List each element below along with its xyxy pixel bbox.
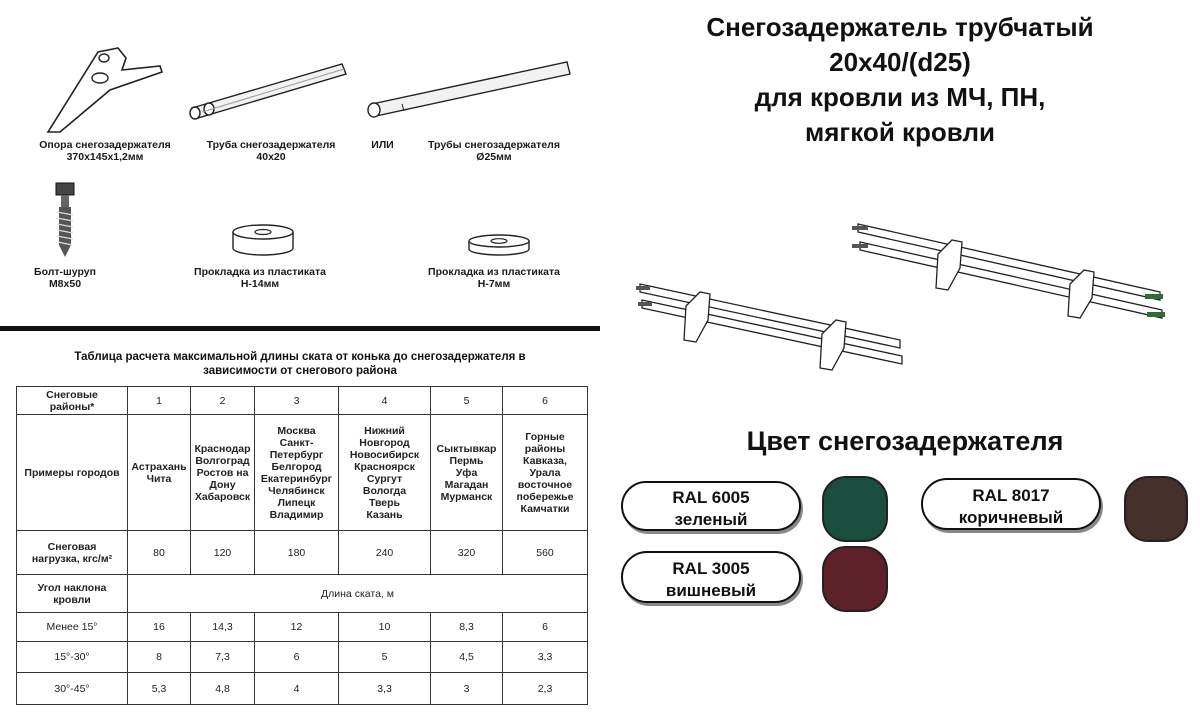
component-bolt-label [20, 266, 110, 290]
load-header-cell [17, 531, 128, 575]
angle-cell: 15°-30° [17, 642, 128, 673]
profile-pipe-illustration [182, 52, 352, 122]
gasket-7mm-illustration [464, 232, 534, 258]
color-swatch-brown[interactable] [1124, 476, 1188, 542]
city: Ростов на [196, 466, 249, 479]
angle-cell: Менее 15° [17, 613, 128, 642]
value-cell: 3,3 [339, 673, 431, 705]
city: Нижний [364, 424, 405, 437]
component-gasket-14-label [180, 266, 340, 290]
component-pipe-label [196, 139, 346, 163]
city: Хабаровск [194, 490, 251, 503]
color-code: RAL 3005 [672, 559, 750, 578]
product-title-line: мягкой кровли [805, 117, 995, 147]
city: Петербург [269, 448, 324, 461]
product-title [650, 10, 1150, 150]
table-row [17, 642, 588, 673]
header-line: кровли [53, 593, 91, 606]
city: Горные [525, 430, 565, 443]
component-size: Ø25мм [476, 151, 512, 163]
product-title-line: Снегозадержатель трубчатый [706, 12, 1094, 42]
component-name: Прокладка из пластиката [428, 266, 560, 278]
cities-cell [128, 415, 191, 531]
component-size: 370x145x1,2мм [66, 151, 144, 163]
round-pipe-illustration [362, 52, 577, 122]
table-row [17, 673, 588, 705]
value-cell: 8,3 [431, 613, 503, 642]
color-name: коричневый [958, 508, 1064, 527]
city: Владимир [269, 508, 324, 521]
component-size: Н-14мм [240, 278, 280, 290]
header-line: Снеговая [47, 540, 97, 553]
city: Мурманск [440, 490, 493, 503]
load-cell: 320 [431, 531, 503, 575]
table-title-line: зависимости от снегового района [203, 365, 397, 377]
color-option-ral3005[interactable] [621, 551, 801, 603]
city: Казань [366, 508, 403, 521]
header-line: нагрузка, кгс/м² [31, 552, 113, 565]
colors-title: Цвет снегозадержателя [746, 426, 1064, 456]
cities-header-cell: Примеры городов [17, 415, 128, 531]
component-name: Болт-шуруп [34, 266, 96, 278]
city: Вологда [362, 484, 407, 497]
city: Магадан [444, 478, 489, 491]
table-title [14, 350, 586, 378]
header-line: районы* [49, 400, 95, 413]
city: Новосибирск [349, 448, 420, 461]
component-size: М8х50 [48, 278, 82, 290]
city: Краснодар [194, 442, 251, 455]
city: Санкт- [279, 436, 314, 449]
cities-cell [339, 415, 431, 531]
city: районы [524, 442, 566, 455]
value-cell: 10 [339, 613, 431, 642]
value-cell: 14,3 [191, 613, 255, 642]
city: Новгород [359, 436, 410, 449]
component-name: Трубы снегозадержателя [428, 139, 560, 151]
value-cell: 4,8 [191, 673, 255, 705]
component-round-pipe-label [414, 139, 574, 163]
load-cell: 240 [339, 531, 431, 575]
city: Камчатки [520, 502, 570, 515]
value-cell: 6 [255, 642, 339, 673]
component-name: Прокладка из пластиката [194, 266, 326, 278]
cities-cell [431, 415, 503, 531]
component-name: Опора снегозадержателя [39, 139, 171, 151]
table-row [17, 387, 588, 415]
city: Чита [146, 472, 172, 485]
city: Сургут [366, 472, 403, 485]
region-cell: 6 [503, 387, 588, 415]
angle-header-cell [17, 575, 128, 613]
component-size: Н-7мм [477, 278, 511, 290]
table-row [17, 531, 588, 575]
cities-cell [191, 415, 255, 531]
color-code: RAL 8017 [972, 486, 1050, 505]
value-cell: 7,3 [191, 642, 255, 673]
table-row [17, 613, 588, 642]
table-title-line: Таблица расчета максимальной длины ската от конька до снегозадержателя в [74, 351, 526, 363]
region-cell: 3 [255, 387, 339, 415]
value-cell: 3 [431, 673, 503, 705]
city: Уфа [455, 466, 478, 479]
section-divider [0, 326, 600, 331]
city: Астрахань [131, 460, 187, 473]
city: Екатеринбург [260, 472, 333, 485]
value-cell: 2,3 [503, 673, 588, 705]
region-cell: 5 [431, 387, 503, 415]
snow-guard-assembly-illustration [630, 210, 1175, 380]
city: Тверь [368, 496, 401, 509]
table-row [17, 415, 588, 531]
gasket-14mm-illustration [228, 222, 298, 258]
value-cell: 3,3 [503, 642, 588, 673]
city: Кавказа, [523, 454, 567, 467]
city: Липецк [277, 496, 316, 509]
color-code: RAL 6005 [672, 488, 750, 507]
color-swatch-green[interactable] [822, 476, 888, 542]
city: восточное [517, 478, 573, 491]
color-option-ral8017[interactable] [921, 478, 1101, 530]
city: Москва [277, 424, 316, 437]
city: Белгород [271, 460, 322, 473]
city: Челябинск [268, 484, 325, 497]
cities-cell [503, 415, 588, 531]
region-cell: 4 [339, 387, 431, 415]
bolt-screw-illustration [50, 180, 80, 260]
product-title-line: 20х40/(d25) [829, 47, 971, 77]
component-size: 40x20 [256, 151, 286, 163]
value-cell: 12 [255, 613, 339, 642]
header-line: Угол наклона [37, 581, 107, 594]
city: Пермь [449, 454, 484, 467]
city: Красноярск [354, 460, 415, 473]
region-cell: 2 [191, 387, 255, 415]
component-gasket-7-label [414, 266, 574, 290]
value-cell: 6 [503, 613, 588, 642]
or-label: ИЛИ [371, 139, 394, 151]
length-label-cell: Длина ската, м [128, 575, 588, 613]
load-cell: 180 [255, 531, 339, 575]
city: Волгоград [195, 454, 250, 467]
angle-cell: 30°-45° [17, 673, 128, 705]
color-name: зеленый [674, 510, 748, 529]
component-support-label [30, 139, 180, 163]
city: Урала [529, 466, 561, 479]
color-option-ral6005[interactable] [621, 481, 801, 531]
load-cell: 560 [503, 531, 588, 575]
city: Дону [209, 478, 236, 491]
color-name: вишневый [665, 581, 757, 600]
load-cell: 120 [191, 531, 255, 575]
support-bracket-illustration [40, 40, 180, 135]
city: Сыктывкар [436, 442, 497, 455]
value-cell: 5 [339, 642, 431, 673]
region-header-cell [17, 387, 128, 415]
cities-cell [255, 415, 339, 531]
color-swatch-cherry[interactable] [822, 546, 888, 612]
slope-length-table [16, 386, 588, 705]
table-row [17, 575, 588, 613]
load-cell: 80 [128, 531, 191, 575]
value-cell: 8 [128, 642, 191, 673]
value-cell: 4 [255, 673, 339, 705]
city: побережье [516, 490, 574, 503]
value-cell: 16 [128, 613, 191, 642]
header-line: Снеговые [46, 388, 98, 401]
value-cell: 5,3 [128, 673, 191, 705]
value-cell: 4,5 [431, 642, 503, 673]
product-title-line: для кровли из МЧ, ПН, [754, 82, 1046, 112]
component-name: Труба снегозадержателя [206, 139, 336, 151]
region-cell: 1 [128, 387, 191, 415]
